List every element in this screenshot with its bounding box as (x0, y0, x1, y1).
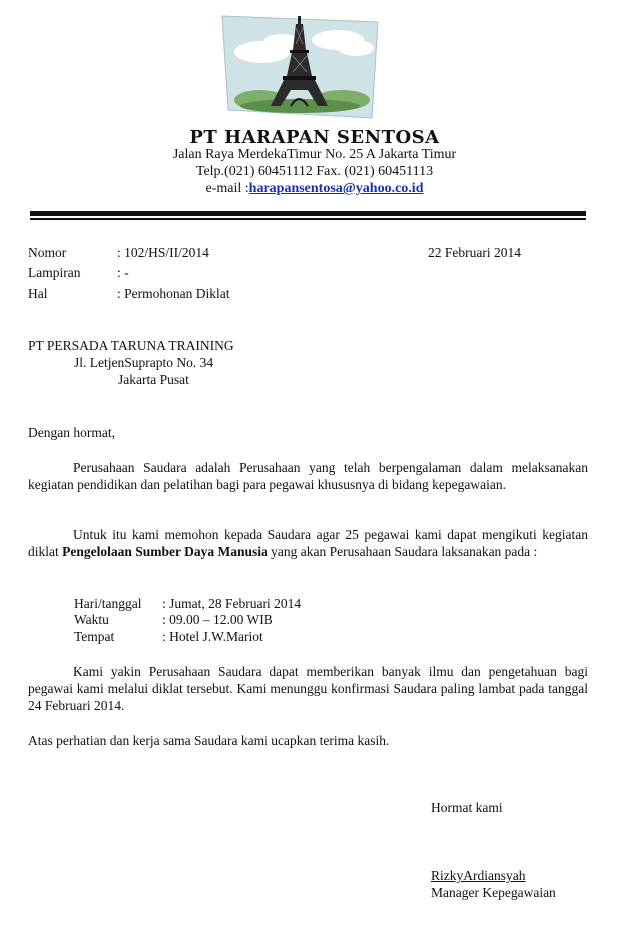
paragraph-3: Kami yakin Perusahaan Saudara dapat memberikan banyak ilmu dan pengetahuan bagi pegawai kami melalui diklat tersebut. Kami menunggu konfirmasi Saudara paling lambat pada tanggal 24 Februari 2014. (28, 664, 588, 713)
paragraph-1: Perusahaan Saudara adalah Perusahaan yang telah berpengalaman dalam melaksanakan kegiatan pendidikan dan pelatihan bagi para pegawai khususnya di bidang kepegawaian. (28, 460, 588, 492)
letterhead-rule-thick (30, 211, 586, 216)
nomor-label: Nomor (28, 245, 67, 260)
company-logo (220, 14, 380, 120)
letterhead-rule-thin (30, 218, 586, 220)
paragraph-2-text-b: yang akan Perusahaan Saudara laksanakan pada : (267, 544, 538, 559)
paragraph-2-bold: Pengelolaan Sumber Daya Manusia (62, 544, 268, 559)
eiffel-tower-icon (220, 14, 380, 120)
paragraph-2 (28, 526, 588, 560)
signature-name: RizkyArdiansyah (431, 868, 526, 883)
company-phone: Telp.(021) 60451112 Fax. (021) 60451113 (195, 164, 434, 179)
recipient-city: Jakarta Pusat (118, 372, 189, 387)
company-address: Jalan Raya MerdekaTimur No. 25 A Jakarta Timur (172, 147, 457, 162)
day-label: Hari/tanggal (74, 596, 142, 611)
hal-label: Hal (28, 286, 48, 301)
lampiran-label: Lampiran (28, 265, 81, 280)
place-label: Tempat (74, 629, 115, 644)
place-value: : Hotel J.W.Mariot (162, 629, 263, 644)
signature-title: Manager Kepegawaian (431, 885, 556, 900)
recipient-street: Jl. LetjenSuprapto No. 34 (74, 355, 214, 370)
email-prefix: e-mail : (205, 181, 249, 196)
signature-salutation: Hormat kami (431, 800, 503, 815)
closing-sentence: Atas perhatian dan kerja sama Saudara kami ucapkan terima kasih. (28, 733, 390, 748)
hal-value: : Permohonan Diklat (117, 286, 230, 301)
lampiran-value: : - (117, 265, 129, 280)
time-label: Waktu (74, 612, 109, 627)
nomor-value: : 102/HS/II/2014 (117, 245, 209, 260)
paragraph-2-text-a: Untuk itu kami memohon kepada Saudara agar 25 pegawai kami dapat mengikuti kegiatan diklat (28, 527, 588, 559)
letter-date: 22 Februari 2014 (428, 245, 521, 260)
day-value: : Jumat, 28 Februari 2014 (162, 596, 302, 611)
time-value: : 09.00 – 12.00 WIB (162, 612, 273, 627)
email-link[interactable]: harapansentosa@yahoo.co.id (248, 181, 424, 196)
recipient-name: PT PERSADA TARUNA TRAINING (28, 338, 234, 353)
company-email-line (0, 181, 629, 197)
greeting: Dengan hormat, (28, 425, 115, 440)
company-name: PT HARAPAN SENTOSA (189, 127, 440, 148)
